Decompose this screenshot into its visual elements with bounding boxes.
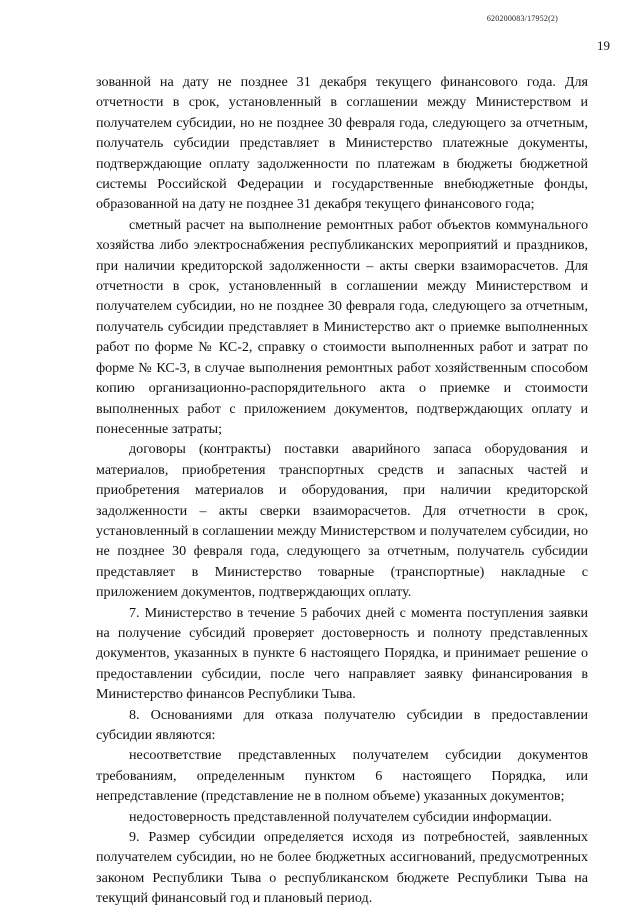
paragraph-contracts: договоры (контракты) поставки аварийного запаса оборудования и материалов, приобретения транспортных средств и запасных частей и приобретения материалов и оборудования, при наличии кредиторской задолженности – акты сверки взаиморасчетов. Для отчетности в срок, установленный в соглашении между Министерством и получателем субсидии, но не позднее 30 февраля года, следующего за отчетным, получатель субсидии представляет в Министерство товарные (транспортные) накладные с приложением документов, подтверждающих оплату.	[96, 441, 588, 601]
paragraph-item-8: 8. Основаниями для отказа получателю субсидии в предоставлении субсидии являются:	[96, 706, 588, 743]
paragraph-refusal-reason-2: недостоверность представленной получателем субсидии информации.	[129, 808, 552, 825]
document-registration-number: 620200083/17952(2)	[486, 14, 558, 23]
paragraph-item-7: 7. Министерство в течение 5 рабочих дней с момента поступления заявки на получение субсидий проверяет достоверность и полноту представленных документов, указанных в пункте 6 настоящего Порядка, и принимает решение о предоставлении субсидии, после чего направляет заявку финансирования в Министерство финансов Республики Тыва.	[96, 604, 588, 703]
body-text	[96, 72, 588, 909]
paragraph-refusal-reason-1: несоответствие представленных получателем субсидии документов требованиям, определенным пунктом 6 настоящего Порядка, или непредставление (представление не в полном объеме) указанных документов;	[96, 747, 588, 805]
page-number: 19	[597, 38, 610, 53]
paragraph-estimate: сметный расчет на выполнение ремонтных работ объектов коммунального хозяйства либо электроснабжения республиканских мероприятий и праздников, при наличии кредиторской задолженности – акты сверки взаиморасчетов. Для отчетности в срок, установленный в соглашении между Министерством и получателем субсидии, но не позднее 30 февраля года, следующего за отчетным, получатель субсидии представляет в Министерство акт о приемке выполненных работ по форме № КС-2, справку о стоимости выполненных работ и затрат по форме № КС-3, в случае выполнения ремонтных работ хозяйственным способом копию организационно-распорядительного акта о приемке и стоимости выполненных работ с приложением документов, подтверждающих оплату и понесенные затраты;	[96, 216, 588, 437]
paragraph-item-9: 9. Размер субсидии определяется исходя из потребностей, заявленных получателем субсидии, но не более бюджетных ассигнований, предусмотренных законом Республики Тыва о республиканском бюджете Республики Тыва на текущий финансовый год и плановый период.	[96, 829, 588, 907]
paragraph-continuation: зованной на дату не позднее 31 декабря текущего финансового года. Для отчетности в срок, установленный в соглашении между Министерством и получателем субсидии, но не позднее 30 февраля года, следующего за отчетным, получатель субсидии представляет в Министерство платежные документы, подтверждающие оплату задолженности по платежам в бюджеты бюджетной системы Российской Федерации и государственные внебюджетные фонды, образованной на дату не позднее 31 декабря текущего финансового года;	[96, 74, 588, 213]
